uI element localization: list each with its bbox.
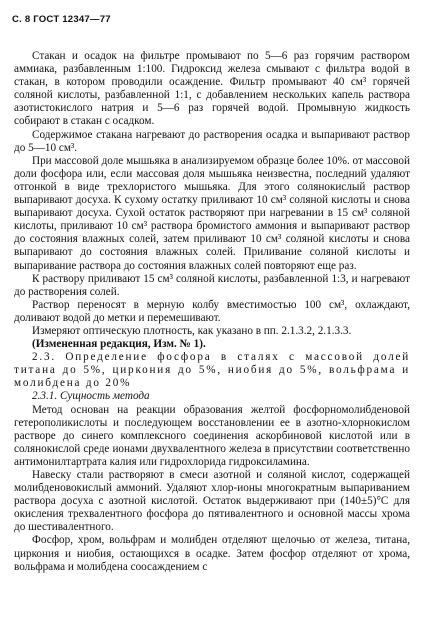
page-header: С. 8 ГОСТ 12347—77 bbox=[12, 14, 111, 25]
paragraph-method: Метод основан на реакции образования желтой фосфорномолибденовой гетерополикислоты и последующем восстановлении ее в азотно-хлорнокислом растворе до синего комплексного соединения аскорбиновой кислотой или в солянокислой среде ионами двухвалентного железа в присутствии соответственно антимонилтартрата калия или гидрохлорида гидроксиламина. bbox=[14, 403, 410, 468]
subsection-heading-2-3-1: 2.3.1. Сущность метода bbox=[32, 390, 150, 403]
paragraph-3: При массовой доле мышьяка в анализируемом образце более 10%. от массовой доли фосфора или, если массовая доля мышьяка неизвестна, последний удаляют отгонкой в виде трехлористого мышьяка. Для этого солянокислый раствор выпаривают досуха. К сухому остатку приливают 10 см³ соляной кислоты и снова выпаривают досуха. Сухой остаток растворяют при нагревании в 15 см³ соляной кислоты, приливают 10 см³ раствора бромистого аммония и выпаривают раствор до состояния влажных солей, затем приливают 10 см³ соляной кислоты и снова выпаривают до состояния влажных солей. Приливание соляной кислоты и выпаривание раствора до состояния влажных солей повторяют еще раз. bbox=[14, 154, 410, 272]
paragraph-4: К раствору приливают 15 см³ соляной кислоты, разбавленной 1:3, и нагревают до растворения солей. bbox=[14, 272, 410, 298]
section-heading-2-3: 2.3. Определение фосфора в сталях с массовой долей титана до 5%, циркония до 5%, ниобия до 5%, вольфрама и молибдена до 20% bbox=[14, 351, 410, 390]
paragraph-separation: Фосфор, хром, вольфрам и молибден отделяют щелочью от железа, титана, циркония и ниобия, остающихся в осадке. Затем фосфор отделяют от хрома, вольфрама и молибдена соосаждением с bbox=[14, 534, 410, 573]
paragraph-5: Раствор переносят в мерную колбу вместимостью 100 см³, охлаждают, доливают водой до метки и перемешивают. bbox=[14, 298, 410, 324]
revision-note: (Измененная редакция, Изм. № 1). bbox=[32, 338, 206, 351]
paragraph-sample: Навеску стали растворяют в смеси азотной и соляной кислот, содержащей молибденовокислый аммоний. Удаляют хлор-ионы многократным выпариванием раствора досуха с азотной кислотой. Остаток выдерживают при (140±5)°С для окисления трехвалентного фосфора до пятивалентного и основной массы хрома до шестивалентного. bbox=[14, 469, 410, 534]
paragraph-6: Измеряют оптическую плотность, как указано в пп. 2.1.3.2, 2.1.3.3. bbox=[32, 324, 352, 337]
paragraph-2: Содержимое стакана нагревают до растворения осадка и выпаривают раствор до 5—10 см³. bbox=[14, 128, 410, 154]
document-body bbox=[14, 50, 410, 574]
paragraph-1: Стакан и осадок на фильтре промывают по 5—6 раз горячим раствором аммиака, разбавленным 1:100. Гидроксид железа смывают с фильтра водой в стакан, в котором проводили осаждение. Фильтр промывают 40 см³ горячей соляной кислоты, разбавленной 1:1, с добавлением нескольких капель раствора азотистокислого натрия и 5—6 раз горячей водой. Промывную жидкость собирают в стакан с осадком. bbox=[14, 50, 410, 128]
